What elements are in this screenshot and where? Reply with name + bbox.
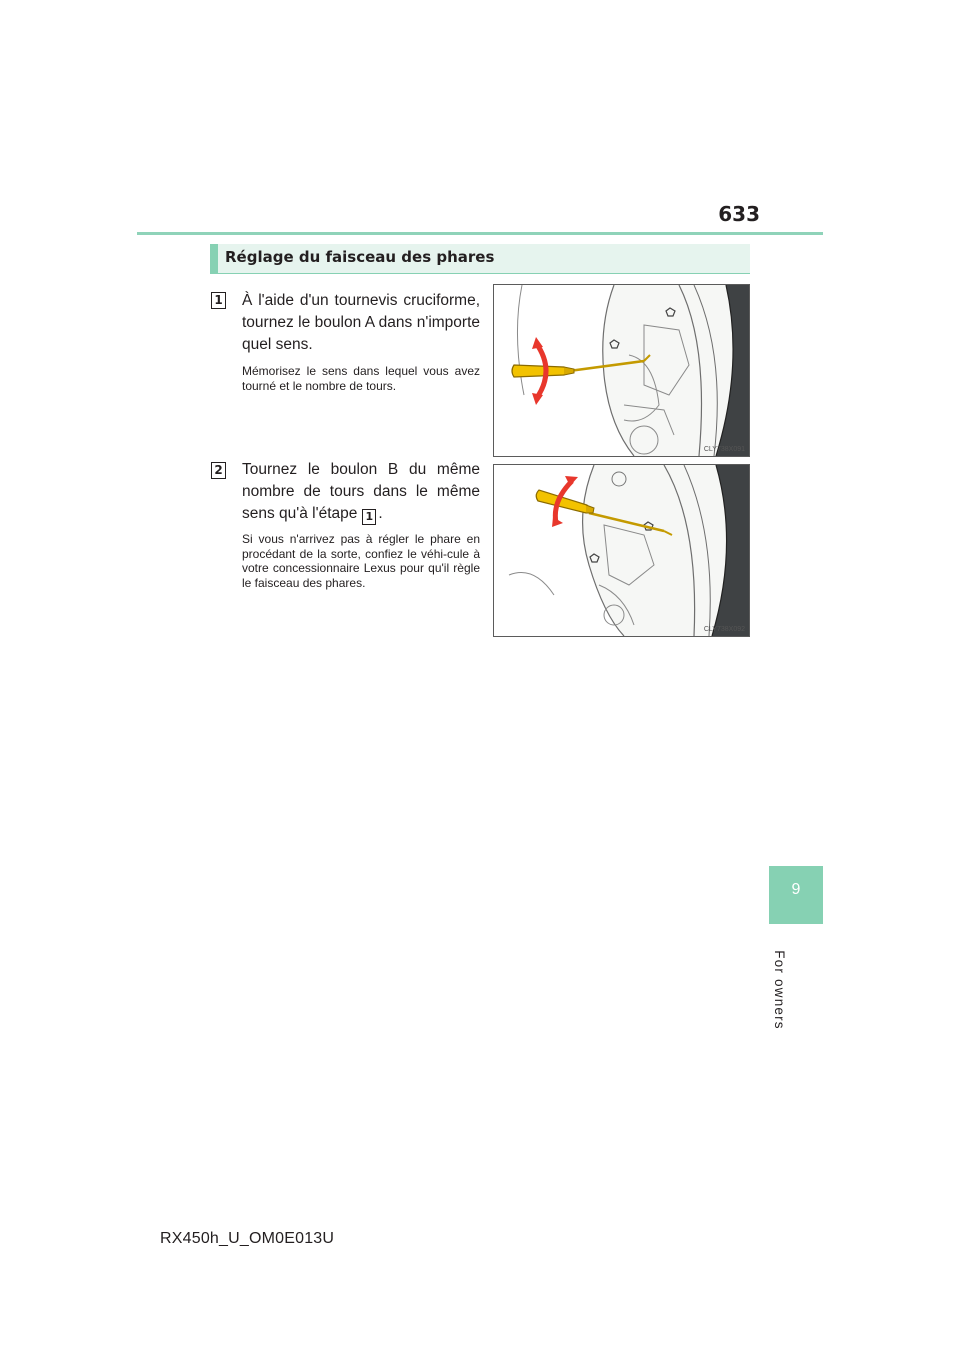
section-header [210,244,750,273]
section-divider [210,273,750,274]
headlight-bolt-a-illustration [494,285,749,456]
header-rule [137,232,823,235]
step-2-text-main: Tournez le boulon B du même nombre de tours dans le même sens qu'à l'étape [242,461,480,522]
step-1-number: 1 [211,292,226,309]
section-title: Réglage du faisceau des phares [225,248,495,266]
figure-step-1 [493,284,750,457]
figure-1-code: CLY738X091 [703,446,745,453]
headlight-bolt-b-illustration [494,465,749,636]
figure-2-code: CLY738X092 [703,626,745,633]
figure-step-2 [493,464,750,637]
step-2-text [242,459,480,525]
manual-code: RX450h_U_OM0E013U [160,1230,335,1247]
step-reference-1: 1 [362,509,376,525]
chapter-tab[interactable] [769,866,823,924]
step-1-text: À l'aide d'un tournevis cruciforme, tournez le boulon A dans n'importe quel sens. [242,292,480,353]
step-2-number: 2 [211,462,226,479]
chapter-number: 9 [791,881,801,898]
chapter-label: For owners [772,950,787,1030]
step-1-note: Mémorisez le sens dans lequel vous avez tourné et le nombre de tours. [242,364,480,393]
step-2-text-end: . [378,505,383,522]
step-2-note: Si vous n'arrivez pas à régler le phare en procédant de la sorte, confiez le véhi-cule à votre concessionnaire Lexus pour qu'il règle le faisceau des phares. [242,532,480,590]
page-number: 633 [718,202,760,226]
